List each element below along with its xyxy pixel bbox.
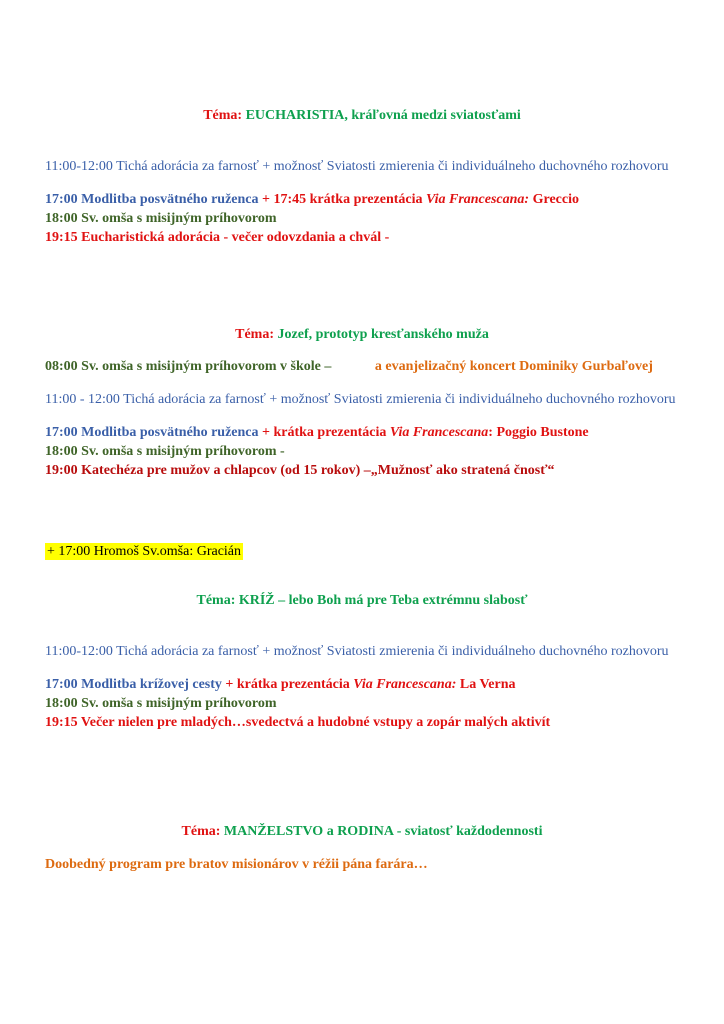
schedule-segment: 17:00 Modlitba posvätného ruženca (45, 425, 259, 440)
schedule-segment: : Poggio Bustone (488, 425, 589, 440)
schedule-segment: 17:00 Modlitba krížovej cesty (45, 677, 222, 692)
heading-segment: EUCHARISTIA, kráľovná medzi sviatosťami (245, 108, 521, 123)
document-body (45, 106, 679, 874)
section-heading-eucharistia (45, 106, 679, 125)
paragraph-adoration (45, 642, 679, 661)
section-manzelstvo (45, 822, 679, 874)
adoration-segment: 11:00 - 12:00 Tichá adorácia za farnosť + možnosť Sviatosti zmierenia či individuálneho duchovného rozhovoru (45, 392, 676, 407)
mass-school-segment: a evanjelizačný koncert Dominiky Gurbaľovej (374, 359, 653, 374)
paragraph-note (45, 542, 679, 561)
section-eucharistia (45, 106, 679, 247)
paragraph-schedule (45, 423, 679, 480)
paragraph-schedule (45, 190, 679, 247)
section-kriz (45, 591, 679, 732)
schedule-segment: La Verna (456, 677, 516, 692)
paragraph-intro (45, 855, 679, 874)
schedule-segment: + 17:45 krátka prezentácia (258, 192, 427, 207)
heading-segment: MANŽELSTVO a RODINA - sviatosť každodennosti (223, 824, 543, 839)
schedule-segment: 17:00 Modlitba posvätného ruženca (45, 192, 259, 207)
schedule-segment: 19:15 Eucharistická adorácia - večer odovzdania a chvál - (45, 230, 390, 245)
adoration-segment: 11:00-12:00 Tichá adorácia za farnosť + možnosť Sviatosti zmierenia či individuálneho duchovného rozhovoru (45, 644, 669, 659)
section-heading-jozef (45, 325, 679, 344)
heading-segment: Téma: KRÍŽ – lebo Boh má pre Teba extrémnu slabosť (196, 593, 528, 608)
heading-segment: Téma: (181, 824, 224, 839)
schedule-segment: Via Francescana (389, 425, 489, 440)
schedule-segment: 18:00 Sv. omša s misijným príhovorom - (45, 444, 285, 459)
heading-segment: Téma: (203, 108, 246, 123)
heading-segment: Jozef, prototyp kresťanského muža (277, 327, 489, 342)
schedule-segment: Greccio (529, 192, 579, 207)
paragraph-mass-school (45, 357, 679, 376)
section-heading-manzelstvo (45, 822, 679, 841)
schedule-segment: 19:00 Katechéza pre mužov a chlapcov (od 15 rokov) –„Mužnosť ako stratená čnosť“ (45, 463, 555, 478)
paragraph-schedule (45, 675, 679, 732)
paragraph-adoration (45, 390, 679, 409)
schedule-segment: + krátka prezentácia (258, 425, 390, 440)
heading-segment: Téma: (235, 327, 278, 342)
schedule-segment: Via Francescana: (426, 192, 530, 207)
schedule-segment: 18:00 Sv. omša s misijným príhovorom (45, 211, 277, 226)
schedule-segment: Via Francescana: (353, 677, 457, 692)
schedule-segment: 18:00 Sv. omša s misijným príhovorom (45, 696, 277, 711)
note-segment: + 17:00 Hromoš Sv.omša: Gracián (47, 544, 242, 559)
paragraph-adoration (45, 157, 679, 176)
schedule-segment: + krátka prezentácia (221, 677, 354, 692)
mass-school-segment: 08:00 Sv. omša s misijným príhovorom v škole – (45, 359, 335, 374)
section-jozef (45, 325, 679, 561)
schedule-segment: 19:15 Večer nielen pre mladých…svedectvá a hudobné vstupy a zopár malých aktivít (45, 715, 551, 730)
section-heading-kriz (45, 591, 679, 610)
adoration-segment: 11:00-12:00 Tichá adorácia za farnosť + možnosť Sviatosti zmierenia či individuálneho duchovného rozhovoru (45, 159, 669, 174)
intro-segment: Doobedný program pre bratov misionárov v réžii pána farára… (45, 857, 428, 872)
